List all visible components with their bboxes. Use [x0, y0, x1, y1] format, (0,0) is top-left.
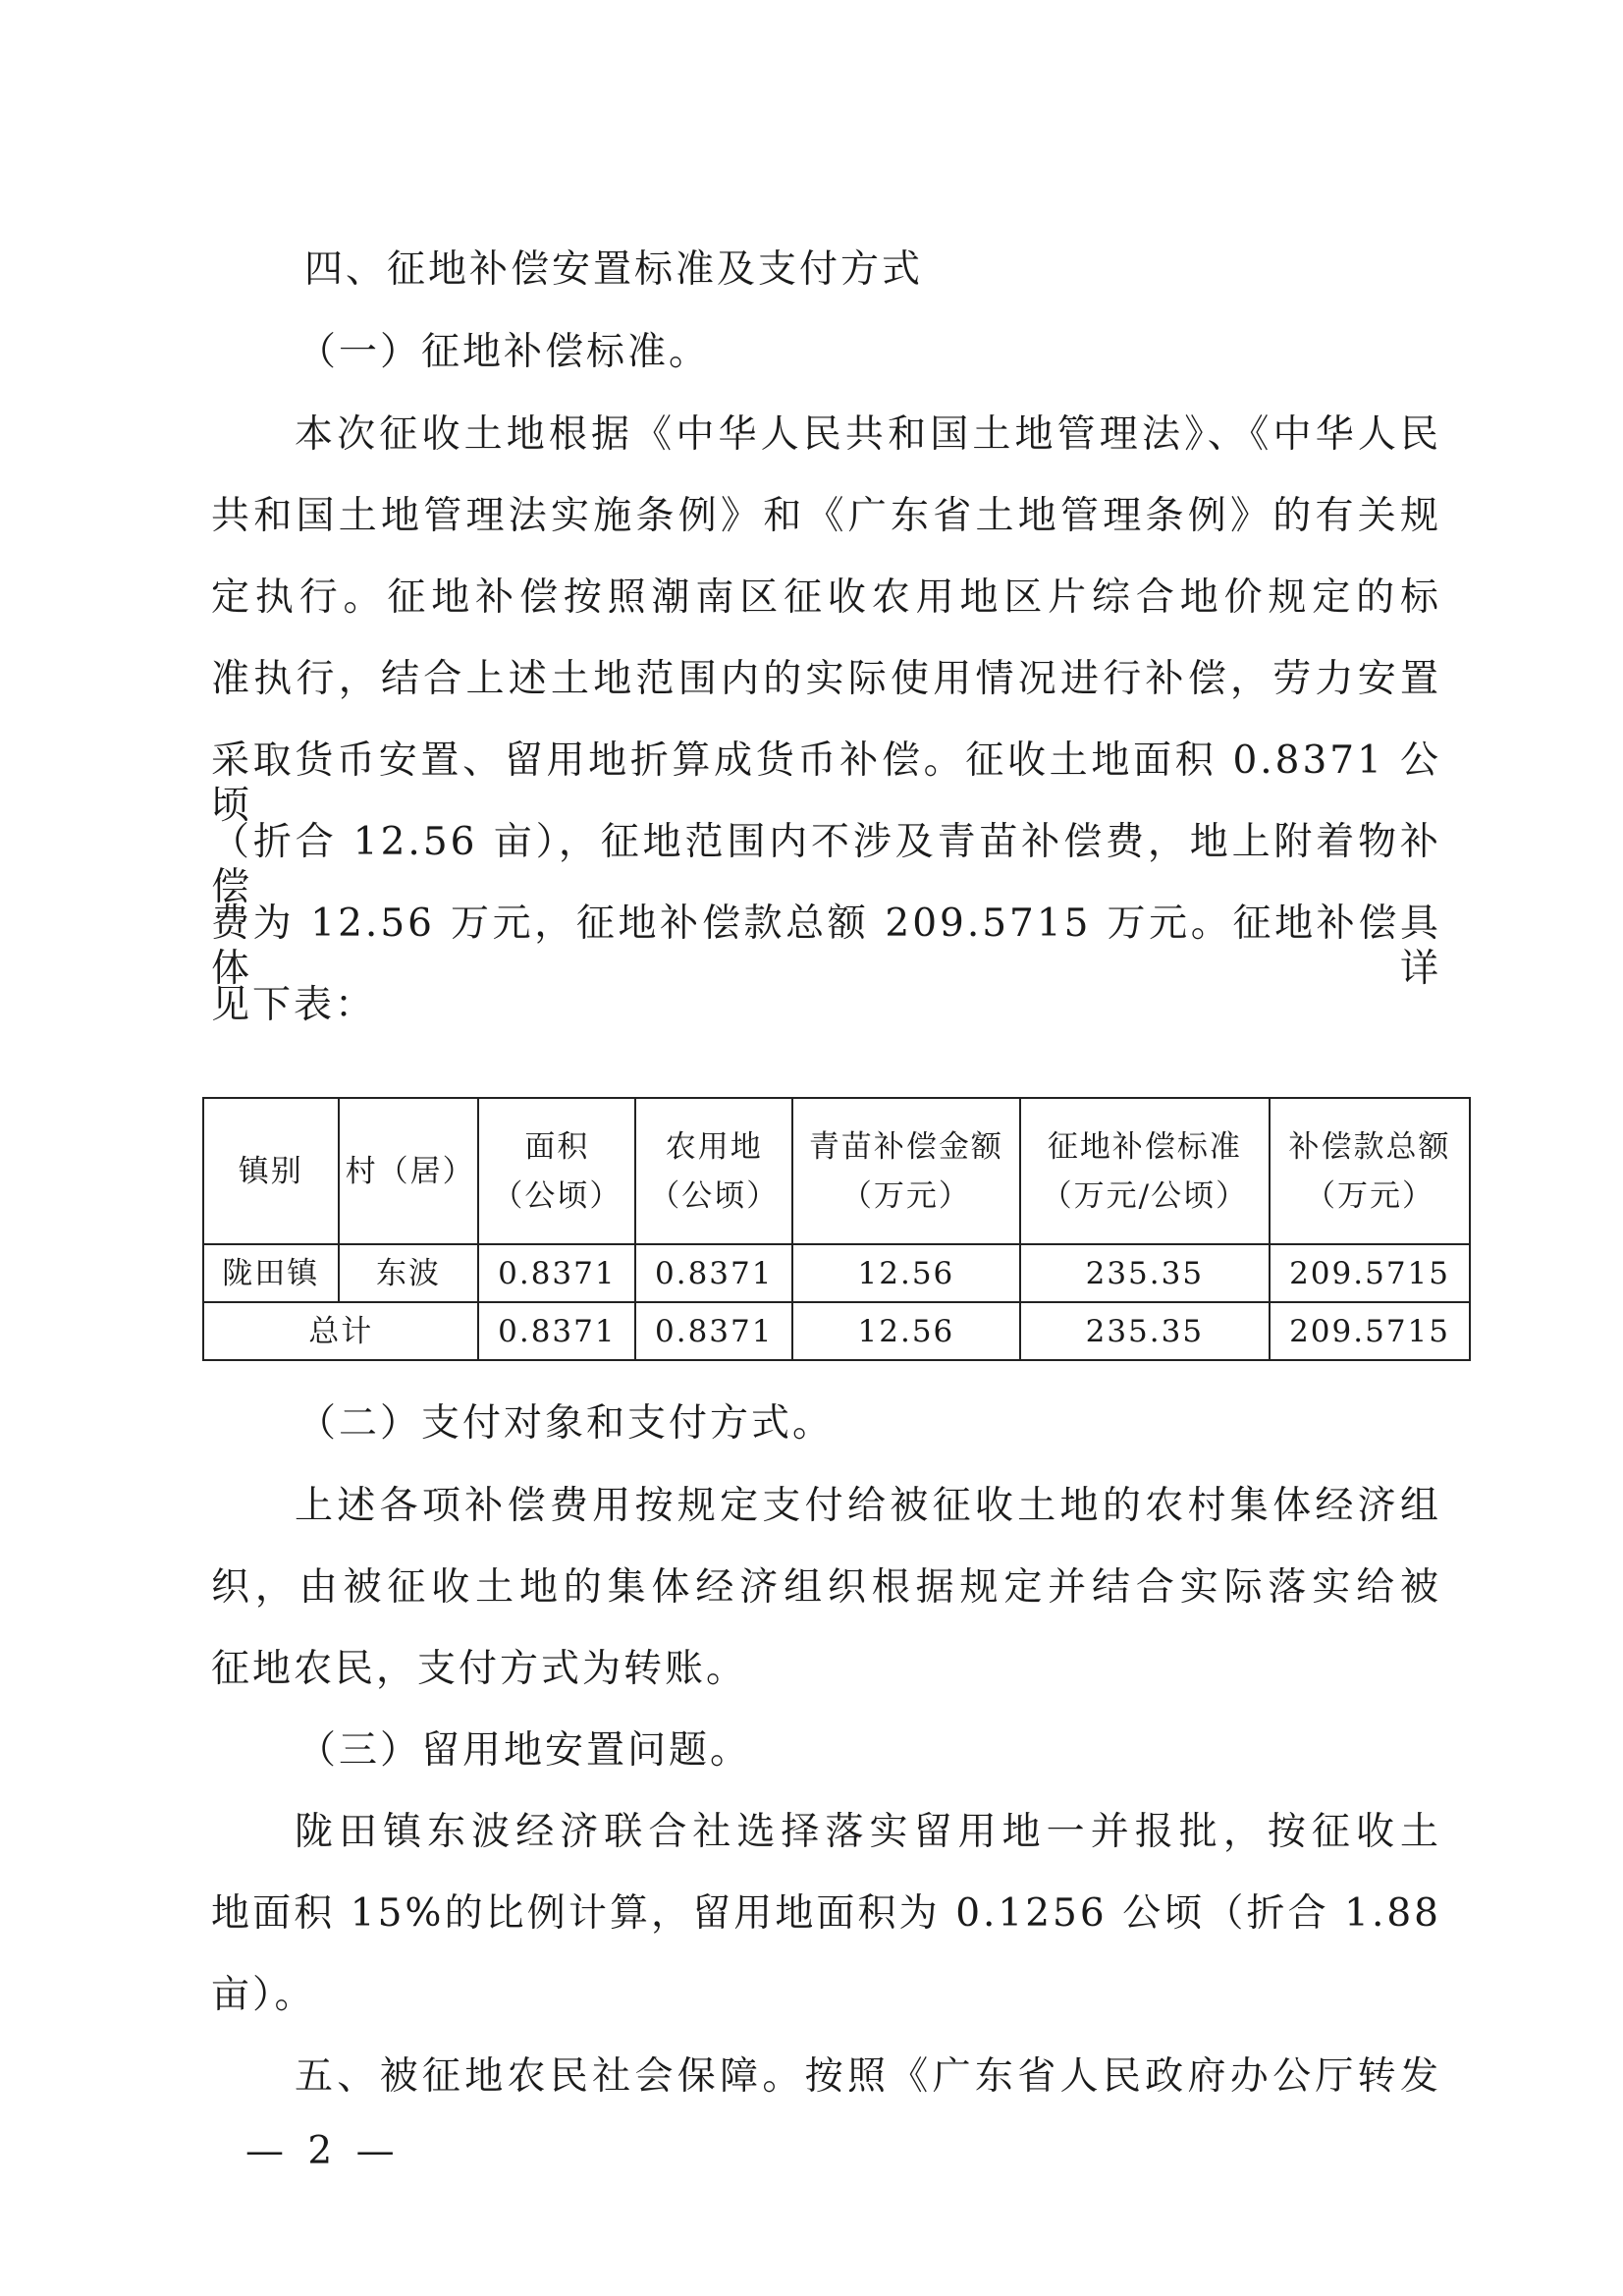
paragraph-3-line: 地面积 15%的比例计算，留用地面积为 0.1256 公顷（折合 1.88: [211, 1891, 1441, 1936]
paragraph-1-line: 定执行。征地补偿按照潮南区征收农用地区片综合地价规定的标: [211, 575, 1441, 620]
cell-farmland: 0.8371: [635, 1302, 792, 1360]
cell-summary-label: 总计: [203, 1302, 478, 1360]
section-5-line: 五、被征地农民社会保障。按照《广东省人民政府办公厅转发: [295, 2054, 1441, 2099]
paragraph-3-line: 亩）。: [211, 1973, 316, 2017]
paragraph-1-line: 准执行，结合上述土地范围内的实际使用情况进行补偿，劳力安置: [211, 657, 1441, 701]
cell-area: 0.8371: [478, 1244, 635, 1302]
cell-seedling: 12.56: [792, 1244, 1019, 1302]
cell-total: 209.5715: [1270, 1302, 1470, 1360]
cell-seedling: 12.56: [792, 1302, 1019, 1360]
page-number: — 2 —: [245, 2129, 401, 2173]
section-4-heading: 四、征地补偿安置标准及支付方式: [304, 247, 924, 292]
table-header-row: [203, 1098, 1470, 1244]
cell-town: 陇田镇: [203, 1244, 339, 1302]
cell-farmland: 0.8371: [635, 1244, 792, 1302]
paragraph-2-line: 上述各项补偿费用按规定支付给被征收土地的农村集体经济组: [295, 1484, 1441, 1528]
header-total: 补偿款总额 （万元）: [1270, 1098, 1470, 1244]
paragraph-2-line: 征地农民，支付方式为转账。: [211, 1647, 748, 1691]
header-village: 村（居）: [339, 1098, 479, 1244]
cell-standard: 235.35: [1020, 1244, 1270, 1302]
paragraph-3-line: 陇田镇东波经济联合社选择落实留用地一并报批，按征收土: [295, 1810, 1441, 1854]
header-standard: 征地补偿标准 （万元/公顷）: [1020, 1098, 1270, 1244]
cell-village: 东波: [339, 1244, 479, 1302]
subsection-1-heading: （一）征地补偿标准。: [298, 330, 711, 374]
header-town: 镇别: [203, 1098, 339, 1244]
table-summary-row: [203, 1302, 1470, 1360]
subsection-3-heading: （三）留用地安置问题。: [298, 1728, 752, 1773]
paragraph-1-line: 见下表：: [211, 983, 377, 1027]
paragraph-1-line: 费为 12.56 万元，征地补偿款总额 209.5715 万元。征地补偿具体详: [211, 902, 1441, 991]
header-seedling: 青苗补偿金额 （万元）: [792, 1098, 1019, 1244]
paragraph-1-line: 本次征收土地根据《中华人民共和国土地管理法》、《中华人民: [295, 412, 1441, 457]
cell-area: 0.8371: [478, 1302, 635, 1360]
paragraph-1-line: 采取货币安置、留用地折算成货币补偿。征收土地面积 0.8371 公顷: [211, 738, 1441, 828]
table-row: [203, 1244, 1470, 1302]
paragraph-2-line: 织，由被征收土地的集体经济组织根据规定并结合实际落实给被: [211, 1565, 1441, 1610]
cell-standard: 235.35: [1020, 1302, 1270, 1360]
header-area: 面积 （公顷）: [478, 1098, 635, 1244]
subsection-2-heading: （二）支付对象和支付方式。: [298, 1401, 835, 1446]
compensation-table: [202, 1097, 1471, 1361]
paragraph-1-line: （折合 12.56 亩），征地范围内不涉及青苗补偿费，地上附着物补偿: [211, 820, 1441, 909]
cell-total: 209.5715: [1270, 1244, 1470, 1302]
header-farmland: 农用地 （公顷）: [635, 1098, 792, 1244]
paragraph-1-line: 共和国土地管理法实施条例》和《广东省土地管理条例》的有关规: [211, 494, 1441, 538]
